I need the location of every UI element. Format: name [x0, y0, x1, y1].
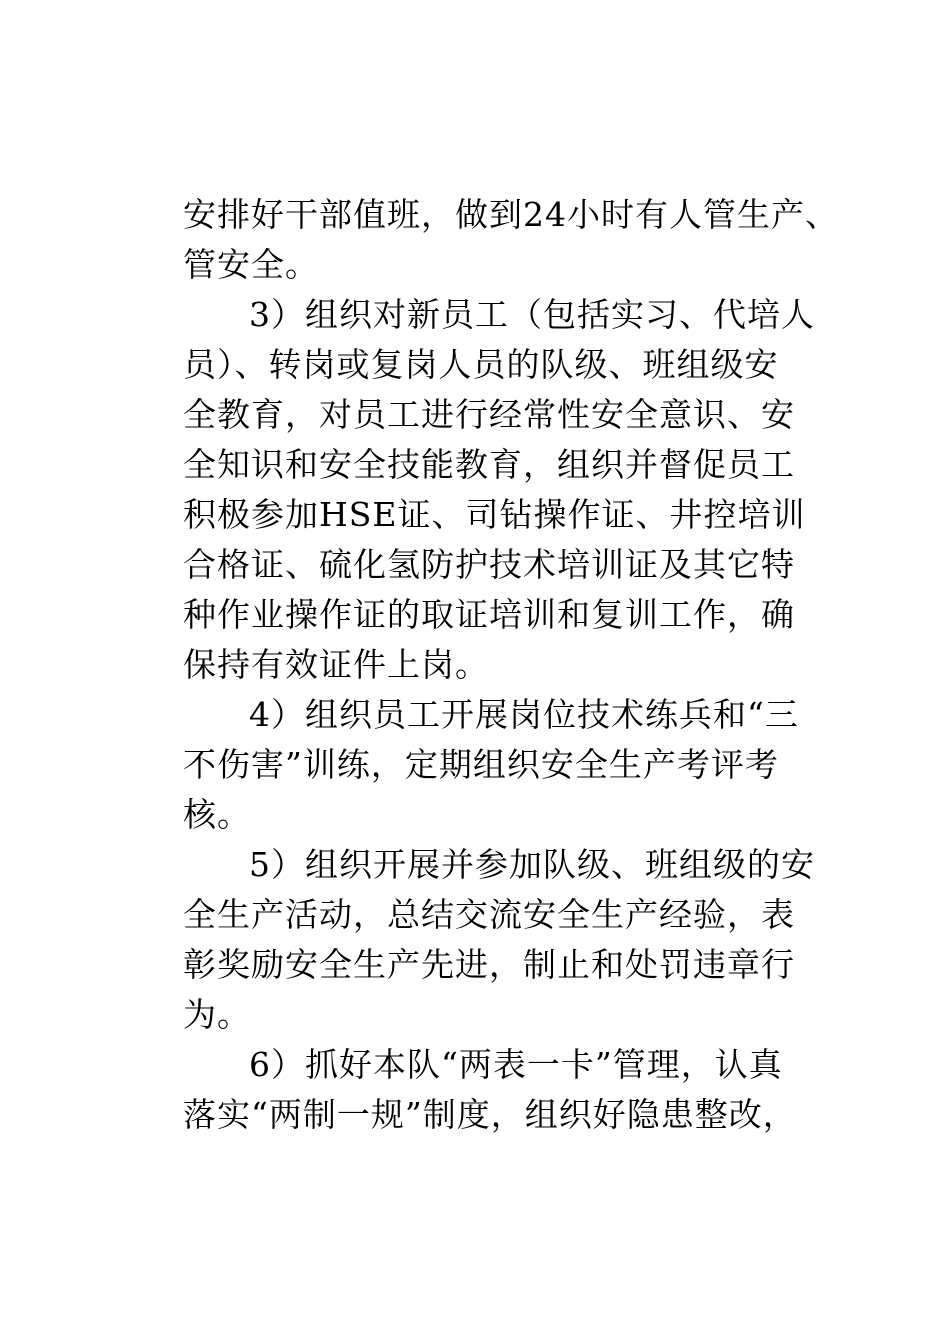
text-line: 为。: [183, 995, 251, 1034]
text-line: 不伤害”训练，定期组织安全生产考评考: [183, 745, 779, 784]
text-line: 核。: [183, 795, 251, 834]
paragraph-item-5: [183, 840, 815, 1040]
text-line: 全知识和安全技能教育，组织并督促员工: [183, 445, 795, 484]
text-line: 员）、转岗或复岗人员的队级、班组级安: [183, 345, 779, 384]
paragraph-item-3: [183, 290, 815, 690]
text-line: 积极参加HSE证、司钻操作证、井控培训: [183, 495, 806, 534]
document-body: [183, 190, 839, 1140]
text-line: 全生产活动，总结交流安全生产经验，表: [183, 895, 795, 934]
paragraph-item-6: [183, 1040, 815, 1140]
text-line: 安排好干部值班，做到24小时有人管生产、: [183, 195, 839, 234]
text-line: 落实“两制一规”制度，组织好隐患整改，: [183, 1095, 797, 1134]
text-line: 保持有效证件上岗。: [183, 645, 489, 684]
text-line: 种作业操作证的取证培训和复训工作，确: [183, 595, 795, 634]
text-line: 合格证、硫化氢防护技术培训证及其它特: [183, 545, 795, 584]
text-line: 管安全。: [183, 245, 319, 284]
text-line: 全教育，对员工进行经常性安全意识、安: [183, 395, 795, 434]
paragraph-continuation: [183, 190, 839, 290]
paragraph-item-4: [183, 690, 815, 840]
text-line: 4）组织员工开展岗位技术练兵和“三: [249, 695, 799, 734]
text-line: 3）组织对新员工（包括实习、代培人: [249, 295, 815, 334]
text-line: 彰奖励安全生产先进，制止和处罚违章行: [183, 945, 795, 984]
text-line: 6）抓好本队“两表一卡”管理，认真: [249, 1045, 783, 1084]
text-line: 5）组织开展并参加队级、班组级的安: [249, 845, 815, 884]
